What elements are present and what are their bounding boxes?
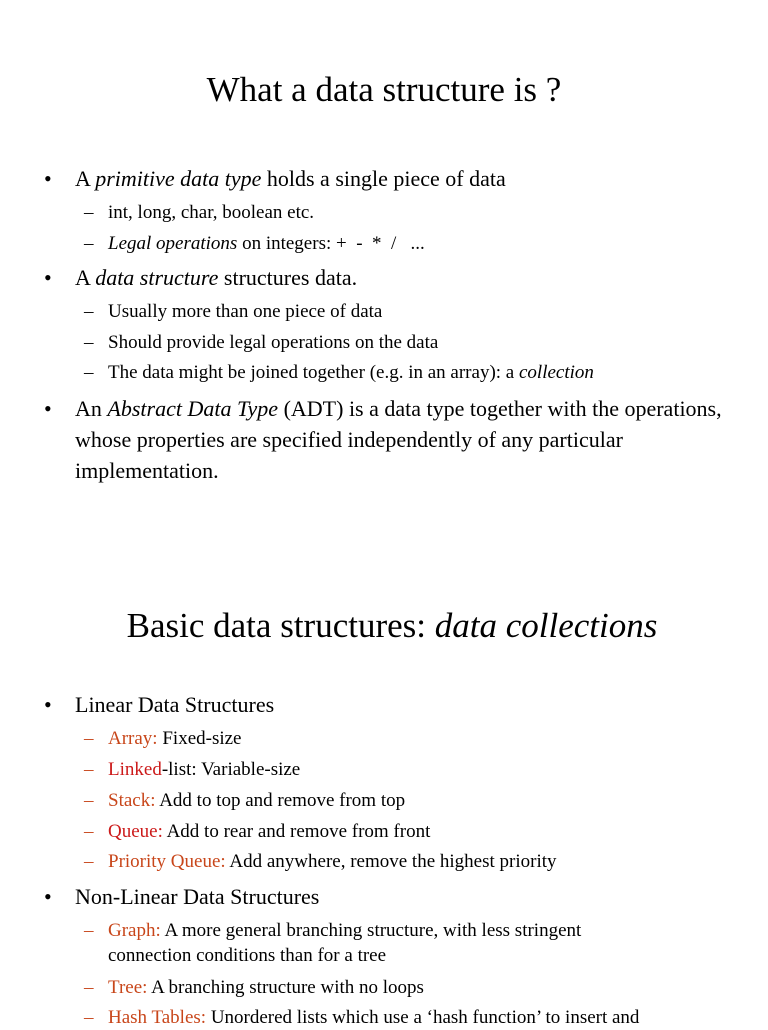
text: int, long, char, boolean etc.	[108, 202, 315, 223]
title-text: Basic data structures:	[126, 606, 435, 645]
label: Stack:	[108, 790, 156, 811]
text: A more general branching structure, with less stringent connection conditions than for a tree	[108, 920, 582, 966]
bullet-marker: •	[44, 265, 52, 290]
dash-marker: –	[84, 728, 94, 749]
sub-bullet-int-types	[84, 200, 724, 225]
slide-title	[8, 606, 768, 646]
bullet-marker: •	[44, 166, 52, 191]
sub-bullet-hash-tables	[84, 1005, 724, 1030]
slide-title: What a data structure is ?	[206, 70, 562, 109]
label: Hash Tables:	[108, 1007, 207, 1028]
text: (ADT) is a data type together with the operations, whose properties are specified independently of any particular implementation.	[75, 396, 722, 483]
dash-marker: –	[84, 1007, 94, 1028]
dash-marker: –	[84, 233, 94, 254]
emphasis: Legal operations	[108, 233, 238, 254]
dash-marker: –	[84, 821, 94, 842]
label: Array:	[108, 728, 158, 749]
bullet-adt	[44, 393, 724, 486]
text: Should provide legal operations on the data	[108, 332, 439, 353]
label: Tree:	[108, 977, 148, 998]
text: Usually more than one piece of data	[108, 301, 383, 322]
bullet-marker: •	[44, 884, 52, 909]
sub-bullet-legal-operations	[84, 330, 724, 355]
emphasis: collection	[518, 362, 594, 383]
text: Fixed-size	[157, 728, 242, 749]
dash-marker: –	[84, 202, 94, 223]
dash-marker: –	[84, 362, 94, 383]
dash-marker: –	[84, 851, 94, 872]
sub-bullet-more-than-one	[84, 299, 724, 324]
text: A	[75, 166, 96, 191]
bullet-marker: •	[44, 692, 52, 717]
sub-bullet-legal-ops	[84, 231, 724, 256]
text: The data might be joined together (e.g. in an array): a	[108, 362, 519, 383]
emphasis: data structure	[95, 265, 219, 290]
sub-bullet-priority-queue	[84, 849, 724, 874]
bullet-primitive-type	[44, 163, 734, 194]
dash-marker: –	[84, 332, 94, 353]
sub-bullet-tree	[84, 975, 724, 1000]
sub-bullet-array	[84, 726, 724, 751]
text: A branching structure with no loops	[147, 977, 424, 998]
label: Graph:	[108, 920, 161, 941]
text: Add anywhere, remove the highest priority	[225, 851, 557, 872]
label: Queue:	[108, 821, 163, 842]
text: -list: Variable-size	[161, 759, 301, 780]
bullet-non-linear	[44, 881, 734, 912]
text: Add to rear and remove from front	[162, 821, 431, 842]
text: Unordered lists which use a ‘hash function’ to insert and	[206, 1007, 640, 1028]
dash-marker: –	[84, 977, 94, 998]
sub-bullet-graph	[84, 918, 644, 968]
text: structures data.	[218, 265, 358, 290]
label: Priority Queue:	[108, 851, 226, 872]
emphasis: Abstract Data Type	[107, 396, 279, 421]
text: on integers: + - * / ...	[237, 233, 425, 254]
text: Linear Data Structures	[75, 692, 275, 717]
dash-marker: –	[84, 790, 94, 811]
text: holds a single piece of data	[261, 166, 506, 191]
sub-bullet-collection	[84, 360, 724, 385]
text: Add to top and remove from top	[155, 790, 406, 811]
text: A	[75, 265, 96, 290]
label: Linked	[108, 759, 162, 780]
sub-bullet-stack	[84, 788, 724, 813]
sub-bullet-linked-list	[84, 757, 724, 782]
title-emphasis: data collections	[434, 606, 658, 645]
dash-marker: –	[84, 920, 94, 941]
text: An	[75, 396, 108, 421]
bullet-linear	[44, 689, 734, 720]
emphasis: primitive data type	[95, 166, 262, 191]
bullet-data-structure	[44, 262, 734, 293]
text: Non-Linear Data Structures	[75, 884, 320, 909]
bullet-marker: •	[44, 396, 52, 421]
dash-marker: –	[84, 301, 94, 322]
sub-bullet-queue	[84, 819, 724, 844]
dash-marker: –	[84, 759, 94, 780]
